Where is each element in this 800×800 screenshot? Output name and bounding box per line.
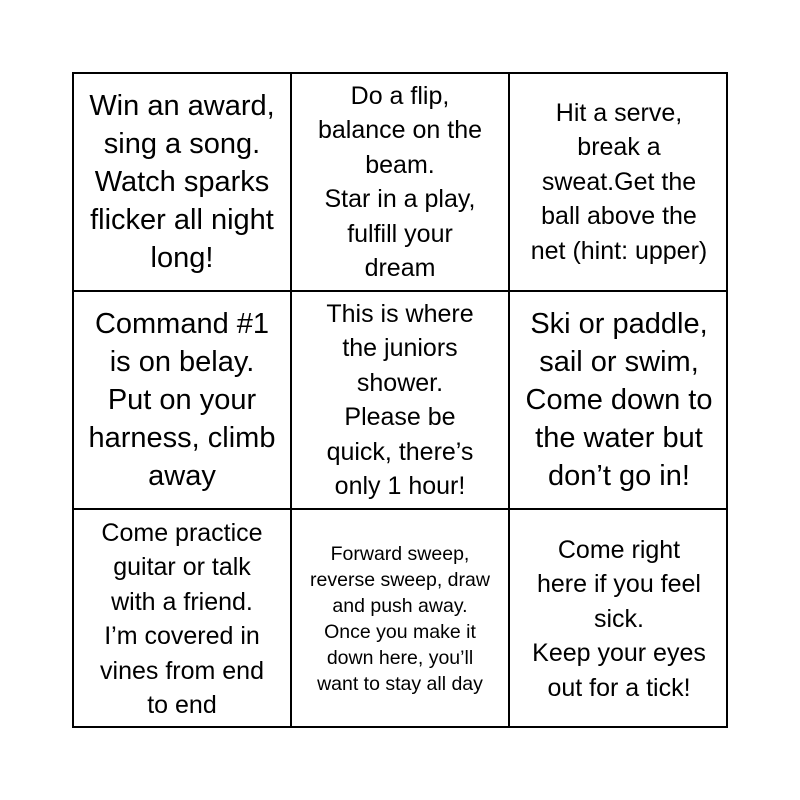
bingo-cell[interactable] bbox=[74, 74, 292, 292]
bingo-board bbox=[72, 72, 728, 728]
bingo-cell[interactable] bbox=[292, 74, 510, 292]
bingo-cell[interactable] bbox=[74, 510, 292, 728]
cell-text: Ski or paddle, sail or swim, Come down to the water but don’t go in! bbox=[525, 308, 713, 492]
bingo-cell[interactable] bbox=[74, 292, 292, 510]
bingo-cell[interactable] bbox=[510, 510, 728, 728]
cell-text: Win an award, sing a song. Watch sparks flicker all night long! bbox=[89, 90, 275, 274]
cell-text: This is where the juniors shower. Please be quick, there’s only 1 hour! bbox=[326, 299, 474, 500]
cell-text: Come practice guitar or talk with a friend. I’m covered in vines from end to end bbox=[100, 518, 264, 719]
bingo-cell[interactable] bbox=[292, 510, 510, 728]
bingo-cell[interactable] bbox=[510, 74, 728, 292]
cell-text: Hit a serve, break a sweat.Get the ball above the net (hint: upper) bbox=[530, 98, 708, 265]
bingo-cell[interactable] bbox=[292, 292, 510, 510]
bingo-cell[interactable] bbox=[510, 292, 728, 510]
cell-text: Do a flip, balance on the beam. Star in a play, fulfill your dream bbox=[317, 81, 483, 282]
cell-text: Come right here if you feel sick. Keep your eyes out for a tick! bbox=[532, 535, 706, 702]
cell-text: Forward sweep, reverse sweep, draw and push away. Once you make it down here, you’ll want to stay all day bbox=[310, 543, 490, 695]
cell-text: Command #1 is on belay. Put on your harness, climb away bbox=[88, 308, 276, 492]
